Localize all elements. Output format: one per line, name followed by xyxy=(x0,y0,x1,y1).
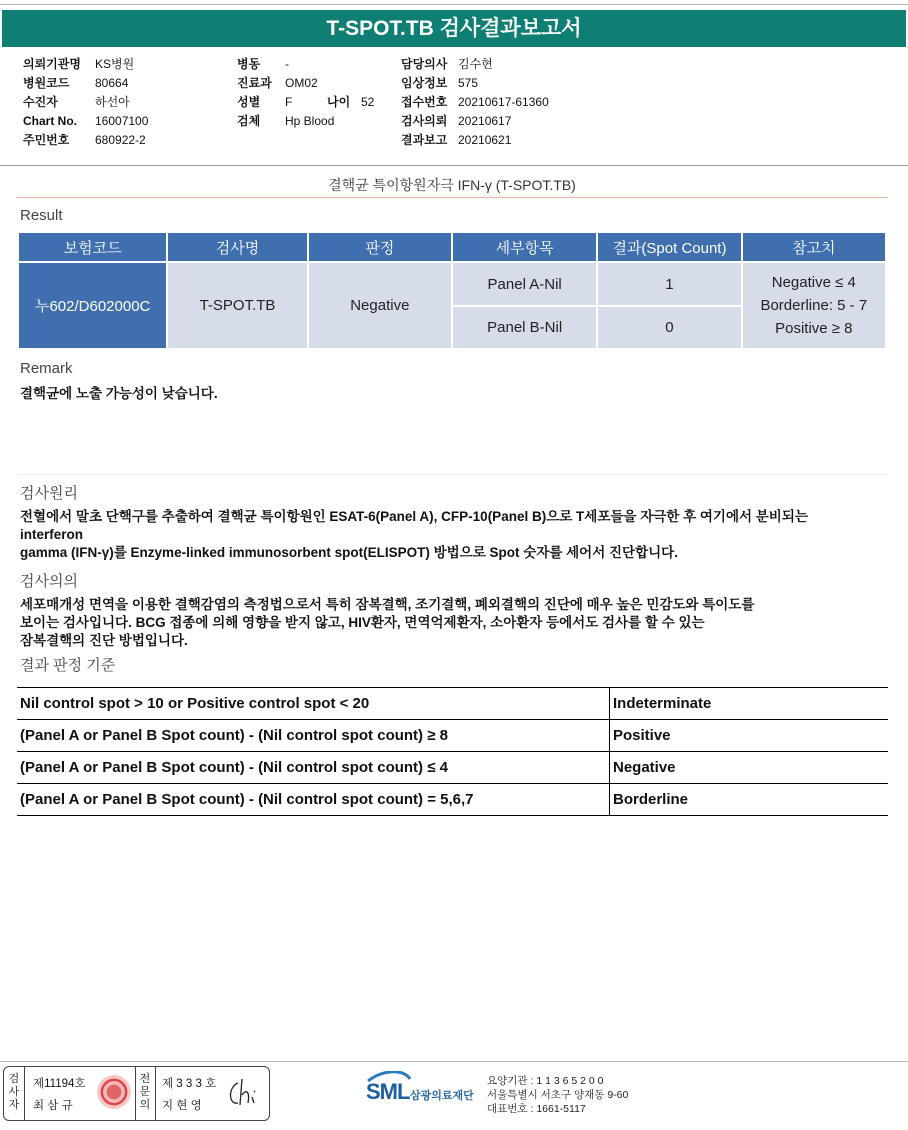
reference-line: Positive ≥ 8 xyxy=(775,320,853,337)
info-row xyxy=(401,55,549,74)
vertical-char: 사 xyxy=(8,1086,20,1098)
sub-item-cell: Panel B-Nil xyxy=(453,307,596,348)
logo-org-name: 삼광의료재단 xyxy=(410,1090,474,1102)
test-name-cell: T-SPOT.TB xyxy=(168,263,306,348)
info-key: 의뢰기관명 xyxy=(23,57,81,71)
info-key: 병원코드 xyxy=(23,76,70,90)
footer-address xyxy=(487,1074,628,1116)
specialist-vertical-label xyxy=(138,1073,152,1112)
result-label: Result xyxy=(20,207,63,224)
vertical-char: 의 xyxy=(139,1099,151,1111)
section-subtitle: 결핵균 특이항원자극 IFN-γ (T-SPOT.TB) xyxy=(328,177,576,193)
info-row xyxy=(237,74,374,93)
criteria-row xyxy=(17,720,888,752)
vertical-char: 자 xyxy=(8,1099,20,1111)
info-column-2 xyxy=(237,55,374,131)
result-header-row xyxy=(19,233,885,261)
box-divider xyxy=(135,1067,136,1120)
info-row xyxy=(401,93,549,112)
info-column-3 xyxy=(401,55,549,150)
info-key: 진료과 xyxy=(237,76,272,90)
info-value: 680922-2 xyxy=(95,133,146,147)
address-line: 대표번호 : 1661-5117 xyxy=(487,1103,586,1115)
vertical-char: 문 xyxy=(139,1086,151,1098)
examiner-license: 제11194호 xyxy=(33,1078,86,1090)
examiner-vertical-label xyxy=(7,1073,21,1112)
signature-icon xyxy=(224,1073,268,1113)
info-value: 20210617-61360 xyxy=(458,95,549,109)
result-row xyxy=(19,263,885,305)
criteria-rule: (Panel A or Panel B Spot count) - (Nil control spot count) ≥ 8 xyxy=(17,720,610,752)
header-judgement: 판정 xyxy=(309,233,451,261)
info-key: 접수번호 xyxy=(401,95,448,109)
info-value: 20210621 xyxy=(458,133,512,147)
info-row xyxy=(237,112,374,131)
criteria-label: 결과 판정 기준 xyxy=(20,657,116,674)
info-value: OM02 xyxy=(285,76,318,90)
result-value-cell: 1 xyxy=(598,263,740,305)
box-divider xyxy=(24,1067,25,1120)
header-divider xyxy=(0,165,908,166)
meaning-line: 세포매개성 면역을 이용한 결핵감염의 측정법으로서 특히 잠복결핵, 조기결핵, 폐외결핵의 진단에 매우 높은 민감도와 특이도를 xyxy=(20,597,755,612)
header-test-name: 검사명 xyxy=(168,233,306,261)
seal-stamp xyxy=(97,1075,131,1109)
result-value-cell: 0 xyxy=(598,307,740,348)
age-value: 52 xyxy=(361,95,375,109)
info-row xyxy=(401,112,549,131)
footer-rule xyxy=(0,1061,908,1062)
result-table xyxy=(17,233,887,348)
criteria-row xyxy=(17,784,888,816)
info-row xyxy=(237,55,374,74)
box-divider xyxy=(155,1067,156,1120)
header-sub-item: 세부항목 xyxy=(453,233,596,261)
reference-line: Borderline: 5 - 7 xyxy=(760,297,868,314)
header-insurance-code: 보험코드 xyxy=(19,233,166,261)
info-key: 검체 xyxy=(237,114,261,128)
info-value: 20210617 xyxy=(458,114,512,128)
info-key: 주민번호 xyxy=(23,133,70,147)
insurance-code-cell: 누602/D602000C xyxy=(19,263,166,348)
signature-box xyxy=(3,1066,270,1121)
info-row xyxy=(23,74,148,93)
sub-item-cell: Panel A-Nil xyxy=(453,263,596,305)
criteria-result: Positive xyxy=(610,720,889,752)
criteria-result: Indeterminate xyxy=(610,688,889,720)
criteria-result: Borderline xyxy=(610,784,889,816)
info-row xyxy=(23,112,148,131)
info-row xyxy=(237,93,374,112)
info-value: F xyxy=(285,95,293,109)
info-row xyxy=(401,74,549,93)
meaning-text xyxy=(20,596,754,650)
info-key: 수진자 xyxy=(23,95,58,109)
specialist-license: 제 3 3 3 호 xyxy=(162,1078,217,1090)
info-value: Hp Blood xyxy=(285,114,335,128)
meaning-label: 검사의의 xyxy=(20,573,78,590)
reference-cell xyxy=(743,263,885,348)
info-row xyxy=(23,131,148,150)
info-value: KS병원 xyxy=(95,57,135,71)
logo-text: SML xyxy=(366,1079,410,1104)
vertical-char: 전 xyxy=(139,1073,151,1085)
age-key: 나이 xyxy=(327,95,351,109)
specialist-name: 지 현 영 xyxy=(162,1100,202,1112)
principle-label: 검사원리 xyxy=(20,485,78,502)
report-title: T-SPOT.TB 검사결과보고서 xyxy=(2,10,906,47)
principle-text xyxy=(20,508,892,562)
info-row xyxy=(401,131,549,150)
info-value: 16007100 xyxy=(95,114,149,128)
criteria-rule: (Panel A or Panel B Spot count) - (Nil control spot count) ≤ 4 xyxy=(17,752,610,784)
info-key: 임상정보 xyxy=(401,76,448,90)
principle-line: gamma (IFN-γ)를 Enzyme-linked immunosorbent spot(ELISPOT) 방법으로 Spot 숫자를 세어서 진단합니다. xyxy=(20,545,678,560)
criteria-rule: (Panel A or Panel B Spot count) - (Nil control spot count) = 5,6,7 xyxy=(17,784,610,816)
info-row xyxy=(23,55,148,74)
subtitle-rule xyxy=(16,197,888,198)
judgement-cell: Negative xyxy=(309,263,451,348)
info-key: 담당의사 xyxy=(401,57,448,71)
vertical-char: 검 xyxy=(8,1073,20,1085)
info-key: 검사의뢰 xyxy=(401,114,448,128)
info-key: Chart No. xyxy=(23,114,77,128)
info-value: 김수현 xyxy=(458,57,493,71)
remark-label: Remark xyxy=(20,360,73,377)
header-result: 결과(Spot Count) xyxy=(598,233,740,261)
remark-text: 결핵균에 노출 가능성이 낮습니다. xyxy=(20,386,218,401)
examiner-name: 최 삼 규 xyxy=(33,1100,73,1112)
criteria-result: Negative xyxy=(610,752,889,784)
header-reference: 참고치 xyxy=(743,233,885,261)
criteria-row xyxy=(17,688,888,720)
info-value: 80664 xyxy=(95,76,129,90)
info-key: 결과보고 xyxy=(401,133,448,147)
criteria-row xyxy=(17,752,888,784)
info-value: - xyxy=(285,57,289,71)
meaning-line: 보이는 검사입니다. BCG 접종에 의해 영향을 받지 않고, HIV환자, 면역억제환자, 소아환자 등에서도 검사를 할 수 있는 xyxy=(20,615,705,630)
info-value: 하선아 xyxy=(95,95,130,109)
info-row xyxy=(23,93,148,112)
address-line: 요양기관 : 1 1 3 6 5 2 0 0 xyxy=(487,1075,604,1087)
info-value: 575 xyxy=(458,76,479,90)
principle-line: 전혈에서 말초 단핵구를 추출하여 결핵균 특이항원인 ESAT-6(Panel A), CFP-10(Panel B)으로 T세포들을 자극한 후 여기에서 분비되는 xyxy=(20,509,808,524)
principle-line: interferon xyxy=(20,527,84,542)
address-line: 서울특별시 서초구 양재동 9-60 xyxy=(487,1089,629,1101)
info-key: 병동 xyxy=(237,57,261,71)
criteria-rule: Nil control spot > 10 or Positive control spot < 20 xyxy=(17,688,610,720)
criteria-table xyxy=(17,687,888,816)
info-key: 성별 xyxy=(237,95,261,109)
info-column-1 xyxy=(23,55,148,150)
remark-box xyxy=(17,352,888,475)
reference-line: Negative ≤ 4 xyxy=(771,274,856,291)
top-rule xyxy=(0,4,908,5)
meaning-line: 잠복결핵의 진단 방법입니다. xyxy=(20,633,188,648)
